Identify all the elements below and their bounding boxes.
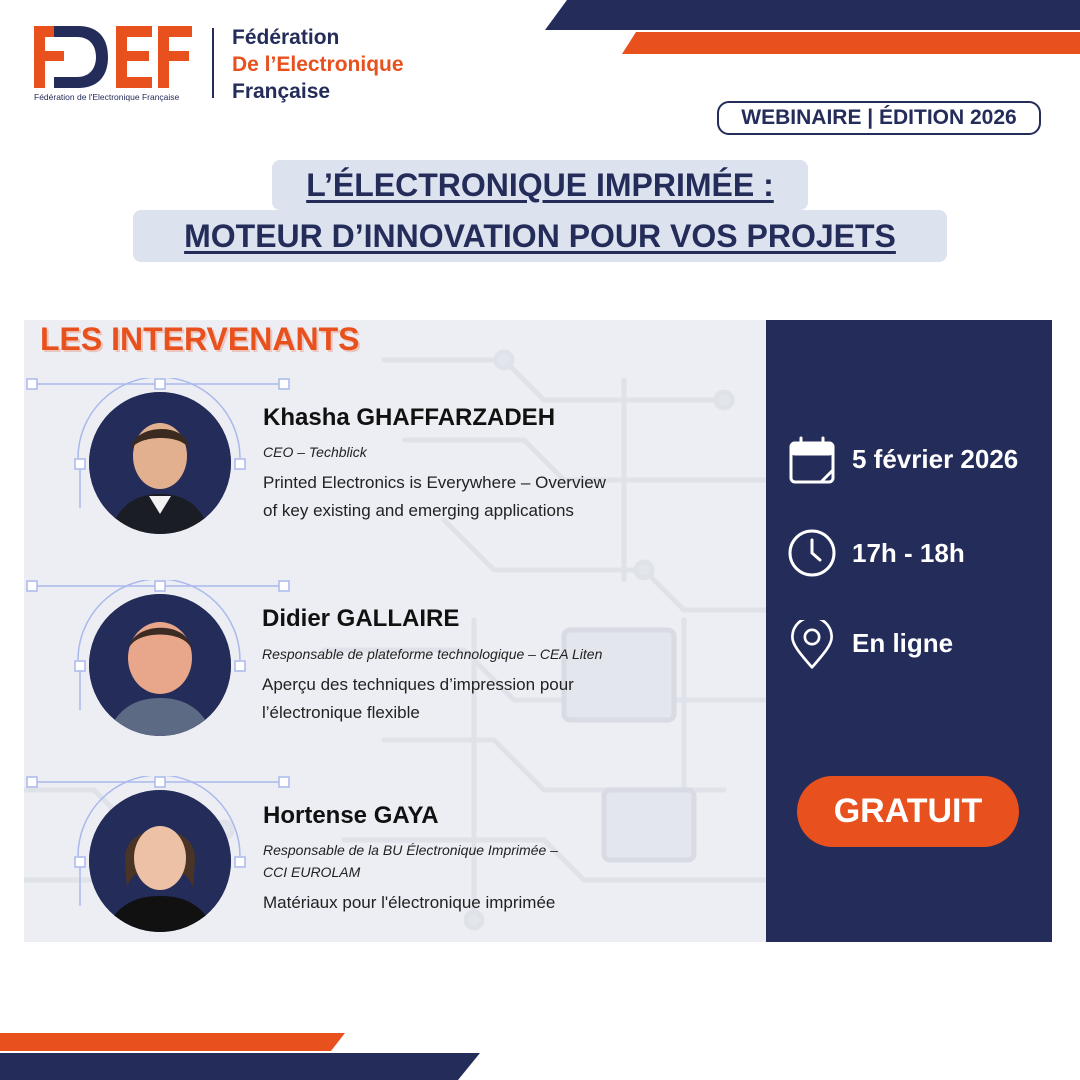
speaker-3-name: Hortense GAYA [263, 802, 439, 829]
free-badge-button[interactable]: GRATUIT [797, 776, 1019, 847]
speaker-1-topic-line1: Printed Electronics is Everywhere – Overview [263, 473, 606, 492]
edition-badge: WEBINAIRE | ÉDITION 2026 [717, 101, 1041, 135]
avatar-speaker-2 [89, 594, 231, 736]
speaker-2-topic-line2: l’électronique flexible [262, 703, 420, 722]
portrait-1 [89, 392, 231, 534]
fdef-logo [34, 26, 192, 88]
calendar-icon [787, 436, 837, 486]
speaker-2-topic-line1: Aperçu des techniques d’impression pour [262, 675, 574, 694]
brand-name [232, 24, 404, 105]
speaker-3-topic-line1: Matériaux pour l'électronique imprimée [263, 893, 556, 912]
top-orange-stripe [622, 32, 1080, 54]
clock-icon [787, 528, 837, 578]
avatar-speaker-3 [89, 790, 231, 932]
speaker-1-topic-line2: of key existing and emerging applications [263, 501, 574, 520]
top-navy-stripe [545, 0, 1080, 30]
speaker-2-name: Didier GALLAIRE [262, 605, 460, 632]
bottom-navy-stripe [0, 1053, 480, 1080]
bottom-orange-stripe [0, 1033, 345, 1051]
title-line1: L’ÉLECTRONIQUE IMPRIMÉE : [272, 160, 808, 210]
event-location: En ligne [852, 628, 954, 658]
brand-name-line2: De l’Electronique [232, 53, 404, 76]
event-time: 17h - 18h [852, 538, 965, 568]
avatar-speaker-1 [89, 392, 231, 534]
speaker-3-role-line1: Responsable de la BU Électronique Imprimée – [263, 842, 558, 858]
speaker-1-role: CEO – Techblick [263, 444, 367, 460]
speaker-1-name: Khasha GHAFFARZADEH [263, 404, 556, 431]
portrait-2 [89, 594, 231, 736]
brand-name-line1: Fédération [232, 26, 340, 49]
brand-name-line3: Française [232, 80, 331, 103]
logo-separator [212, 28, 214, 98]
location-pin-icon [787, 620, 837, 670]
speaker-2-role: Responsable de plateforme technologique – CEA Liten [262, 646, 603, 662]
event-date: 5 février 2026 [852, 444, 1019, 474]
speaker-3-role-line2: CCI EUROLAM [263, 864, 361, 880]
speakers-heading: LES INTERVENANTS [40, 321, 360, 357]
logo-caption: Fédération de l'Electronique Française [34, 92, 180, 102]
portrait-3 [89, 790, 231, 932]
title-line2: MOTEUR D’INNOVATION POUR VOS PROJETS [133, 210, 947, 262]
